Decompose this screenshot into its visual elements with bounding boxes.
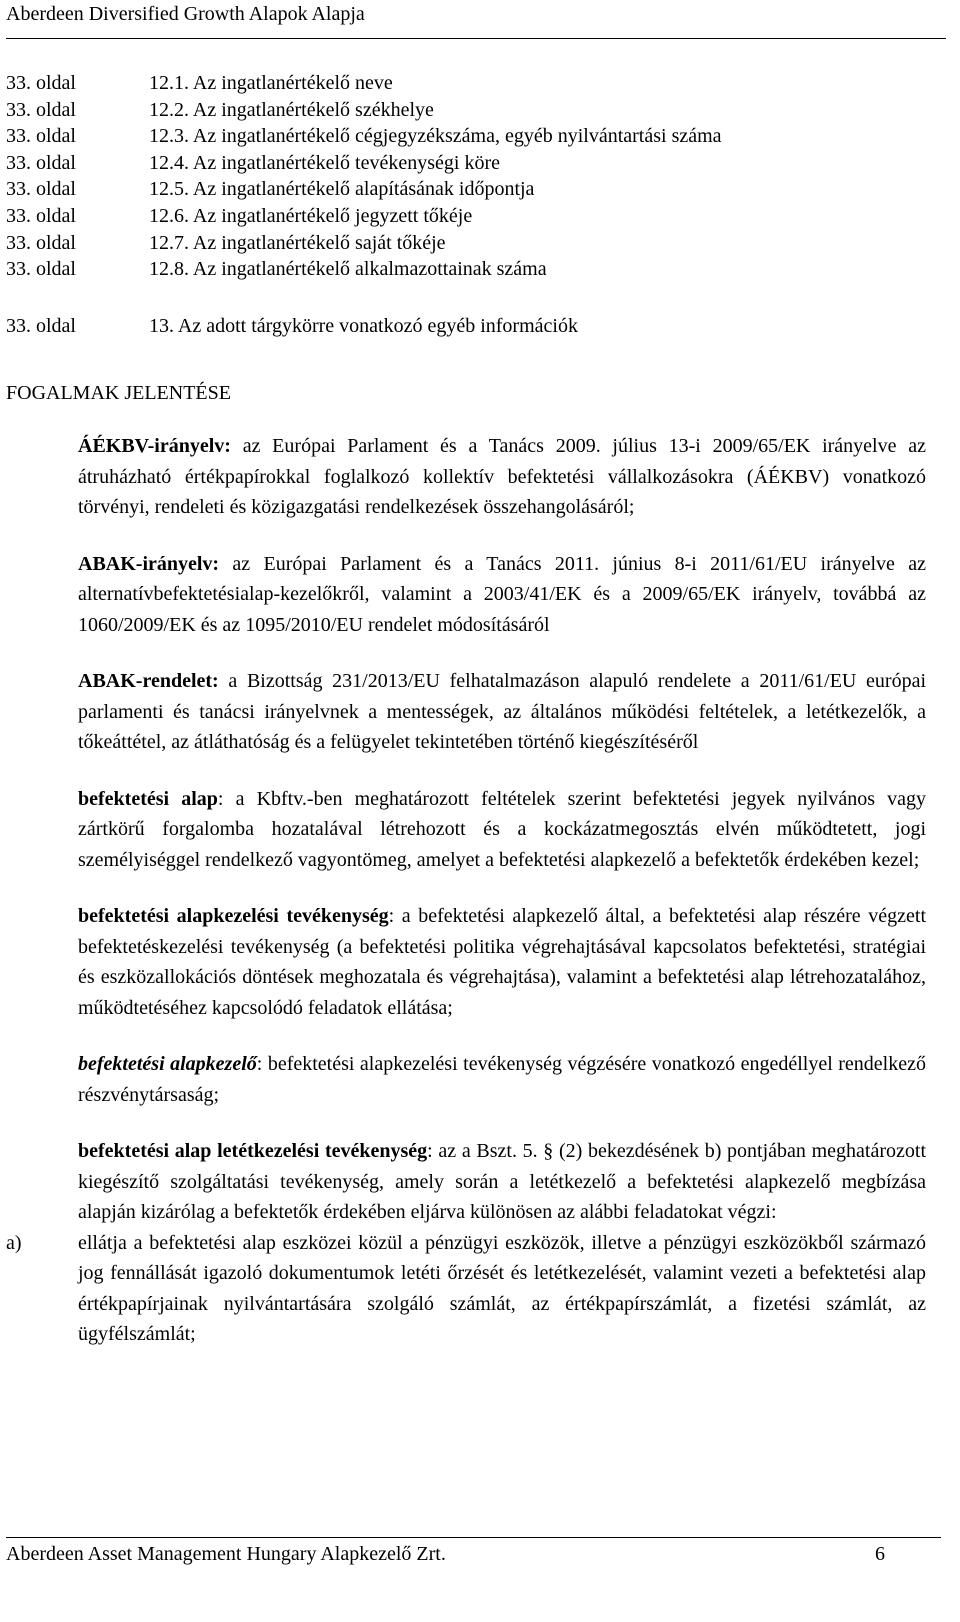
toc-entry: 12.4. Az ingatlanértékelő tevékenységi köre [149,151,500,174]
toc-row [6,70,936,97]
definition [78,549,926,641]
page-header [6,0,946,39]
definition-term: befektetési alapkezelő [78,1053,257,1075]
toc-page-ref: 33. oldal [6,151,76,174]
toc-page-ref: 33. oldal [6,314,76,337]
toc-page-ref: 33. oldal [6,204,76,227]
definition [78,1136,926,1228]
footer-company: Aberdeen Asset Management Hungary Alapkezelő Zrt. [6,1543,446,1565]
toc-row [6,230,936,257]
toc-row [6,97,936,124]
definition [78,431,926,523]
definition-text: az Európai Parlament és a Tanács 2011. június 8-i 2011/61/EU irányelve az alternatívbefektetésialap-kezelőkről, valamint a 2003/41/EK és a 2009/65/EK irányelv, továbbá az 1060/2009/EK és az 1095/2010/EU rendelet módosításáról [78,552,926,636]
toc-entry: 12.2. Az ingatlanértékelő székhelye [149,98,434,121]
table-of-contents [6,70,936,339]
toc-page-ref: 33. oldal [6,258,76,281]
section-heading: FOGALMAK JELENTÉSE [6,382,231,404]
definition-text: : a befektetési alapkezelő által, a befektetési alap részére végzett befektetéskezelési tevékenység (a befektetési politika végrehajtásával kapcsolatos befektetési, stratégiai és eszközallokációs döntések meghozatala és végrehajtása), valamint a befektetési alap létrehozatalához, működtetéséhez kapcsolódó feladatok ellátása; [78,905,926,1019]
definition-text: az Európai Parlament és a Tanács 2009. július 13-i 2009/65/EK irányelve az átruházható értékpapírokkal foglalkozó kollektív befektetési vállalkozásokra (ÁÉKBV) vonatkozó törvényi, rendeleti és közigazgatási rendelkezések összehangolásáról; [78,435,926,518]
definition-text: a Bizottság 231/2013/EU felhatalmazáson alapuló rendelete a 2011/61/EU európai parlamenti és tanácsi irányelvnek a mentességek, az általános működési feltételek, a letétkezelők, a tőkeáttétel, az átláthatóság és a felügyelet tekintetében történő kiegészítéséről [78,670,926,753]
toc-row [6,203,936,230]
definition-term: befektetési alapkezelési tevékenység [78,905,389,927]
definition [78,666,926,758]
toc-spacer [6,283,936,313]
definition [78,1049,926,1110]
toc-entry: 12.5. Az ingatlanértékelő alapításának időpontja [149,178,535,201]
toc-page-ref: 33. oldal [6,98,76,121]
list-item-text: ellátja a befektetési alap eszközei közül a pénzügyi eszközök, illetve a pénzügyi eszközökből származó jog fennállását igazoló dokumentumok letéti őrzését és letétkezelését, valamint vezeti a befektetési alap értékpapírjainak nyilvántartására szolgáló számlát, az értékpapírszámlát, a fizetési számlát, az ügyfélszámlát; [78,1231,926,1345]
toc-page-ref: 33. oldal [6,231,76,254]
toc-entry: 12.6. Az ingatlanértékelő jegyzett tőkéje [149,204,473,227]
definitions-list [6,431,927,1350]
page-footer [6,1537,941,1578]
definition [78,784,926,876]
toc-page-ref: 33. oldal [6,72,76,94]
definition-term: ABAK-irányelv: [78,552,220,575]
definition-text: : a Kbftv.-ben meghatározott feltételek szerint befektetési jegyek nyilvános vagy zártkörű forgalomba hozatalával létrehozott és a kockázatmegosztás elvén működtetett, jogi személyiséggel rendelkező vagyontömeg, amelyet a befektetési alapkezelő a befektetők érdekében kezel; [78,787,927,871]
toc-entry: 12.3. Az ingatlanértékelő cégjegyzékszáma, egyéb nyilvántartási száma [149,125,722,148]
toc-row [6,176,936,203]
definition-term: befektetési alap [78,787,218,810]
definition-text: : befektetési alapkezelési tevékenység végzésére vonatkozó engedéllyel rendelkező részvénytársaság; [78,1053,926,1106]
definition-text: : az a Bszt. 5. § (2) bekezdésének b) pontjában meghatározott kiegészítő szolgáltatási tevékenység, amely során a letétkezelő a befektetési alapkezelő megbízása alapján kizárólag a befektetők érdekében eljárva különösen az alábbi feladatokat végzi: [78,1140,927,1223]
toc-entry: 12.7. Az ingatlanértékelő saját tőkéje [149,231,446,254]
page-number: 6 [875,1543,885,1565]
toc-page-ref: 33. oldal [6,125,76,148]
toc-entry: 12.1. Az ingatlanértékelő neve [149,72,393,94]
definition-term: befektetési alap letétkezelési tevékenység [78,1140,428,1162]
toc-row [6,313,936,340]
toc-entry: 12.8. Az ingatlanértékelő alkalmazottainak száma [149,258,547,281]
toc-row [6,256,936,283]
definition-term: ABAK-rendelet: [78,670,219,692]
list-marker: a) [6,1231,22,1254]
toc-entry: 13. Az adott tárgykörre vonatkozó egyéb információk [149,314,578,337]
definition [78,901,926,1023]
toc-row [6,123,936,150]
toc-row [6,150,936,177]
document-title: Aberdeen Diversified Growth Alapok Alapja [6,3,365,25]
list-item [6,1228,926,1350]
toc-page-ref: 33. oldal [6,178,76,201]
definition-term: ÁÉKBV-irányelv: [78,435,231,457]
